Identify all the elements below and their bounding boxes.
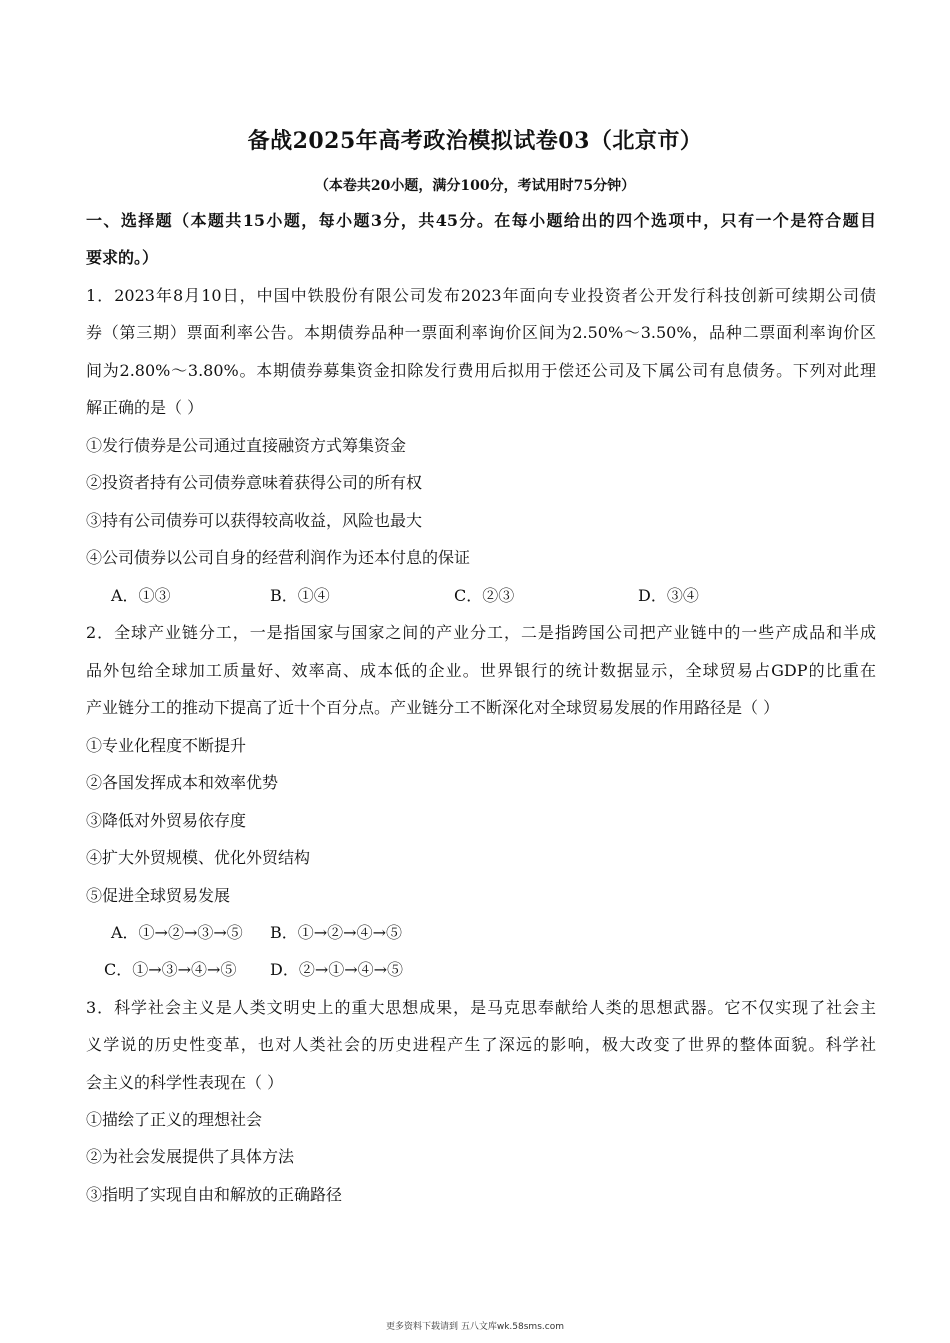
question-3-text: 会主义的科学性表现在（ ） <box>86 1073 284 1092</box>
question-1-statement: ④公司债券以公司自身的经营利润作为还本付息的保证 <box>86 548 471 567</box>
question-3-text: 义学说的历史性变革，也对人类社会的历史进程产生了深远的影响，极大改变了世界的整体面貌。科学社 <box>86 1035 876 1054</box>
option-c: C．①→③→④→⑤ <box>104 960 237 979</box>
question-2-text: 品外包给全球加工质量好、效率高、成本低的企业。世界银行的统计数据显示，全球贸易占GDP的比重在 <box>86 661 876 680</box>
section-heading-cont: 要求的。） <box>86 248 159 267</box>
option-a: A．①→②→③→⑤ <box>111 923 243 942</box>
question-3-statement: ①描绘了正义的理想社会 <box>86 1110 263 1129</box>
option-a: A．①③ <box>111 586 171 605</box>
question-3-statement: ③指明了实现自由和解放的正确路径 <box>86 1185 343 1204</box>
option-d: D．②→①→④→⑤ <box>270 960 404 979</box>
question-1-statement: ②投资者持有公司债券意味着获得公司的所有权 <box>86 473 423 492</box>
question-1-statement: ①发行债券是公司通过直接融资方式筹集资金 <box>86 436 407 455</box>
exam-subtitle: （本卷共20小题，满分100分，考试用时75分钟） <box>314 178 636 194</box>
question-1-text: 券（第三期）票面利率公告。本期债券品种一票面利率询价区间为2.50%～3.50%，品种二票面利率询价区 <box>86 323 876 342</box>
question-1-text: 1．2023年8月10日，中国中铁股份有限公司发布2023年面向专业投资者公开发行科技创新可续期公司债 <box>86 286 876 305</box>
question-3-statement: ②为社会发展提供了具体方法 <box>86 1147 295 1166</box>
question-2-statement: ③降低对外贸易依存度 <box>86 811 247 830</box>
question-3-text: 3．科学社会主义是人类文明史上的重大思想成果，是马克思奉献给人类的思想武器。它不仅实现了社会主 <box>86 998 876 1017</box>
question-2-statement: ①专业化程度不断提升 <box>86 736 247 755</box>
question-2-text: 2．全球产业链分工，一是指国家与国家之间的产业分工，二是指跨国公司把产业链中的一些产成品和半成 <box>86 623 876 642</box>
question-2-text: 产业链分工的推动下提高了近十个百分点。产业链分工不断深化对全球贸易发展的作用路径是（ ） <box>86 698 780 717</box>
question-2-statement: ④扩大外贸规模、优化外贸结构 <box>86 848 311 867</box>
question-1-text: 间为2.80%～3.80%。本期债券募集资金扣除发行费用后拟用于偿还公司及下属公司有息债务。下列对此理 <box>86 361 876 380</box>
question-2-statement: ②各国发挥成本和效率优势 <box>86 773 279 792</box>
option-c: C．②③ <box>454 586 515 605</box>
option-b: B．①→②→④→⑤ <box>270 923 402 942</box>
option-d: D．③④ <box>638 586 699 605</box>
section-heading: 一、选择题（本题共15小题，每小题3分，共45分。在每小题给出的四个选项中，只有一个是符合题目 <box>86 211 876 230</box>
question-1-statement: ③持有公司债券可以获得较高收益，风险也最大 <box>86 511 423 530</box>
question-2-statement: ⑤促进全球贸易发展 <box>86 886 231 905</box>
footer-note: 更多资料下载请到 五八文库wk.58sms.com <box>386 1322 564 1332</box>
option-b: B．①④ <box>270 586 330 605</box>
page-title: 备战2025年高考政治模拟试卷03（北京市） <box>247 128 703 154</box>
question-1-text: 解正确的是（ ） <box>86 398 204 417</box>
